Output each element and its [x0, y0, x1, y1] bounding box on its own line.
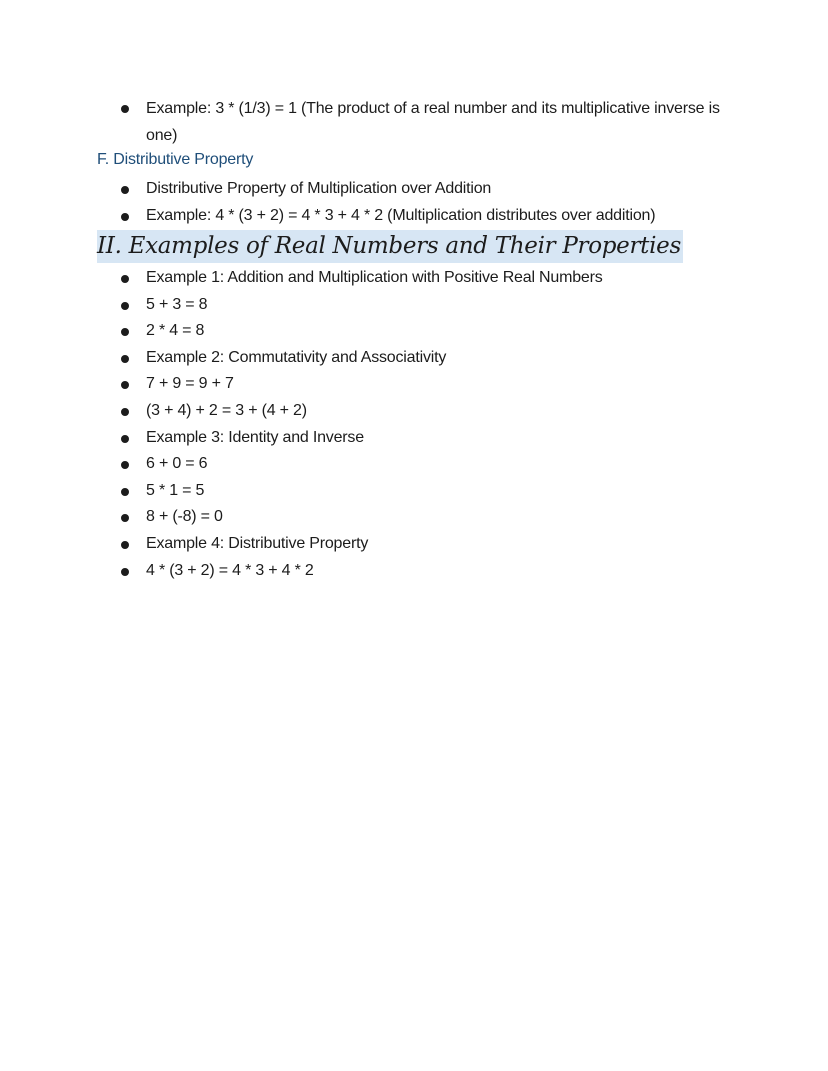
- bullet-dot: [121, 541, 129, 549]
- list-item-text: 5 + 3 = 8: [146, 295, 208, 313]
- section-f-title: F. Distributive Property: [97, 151, 254, 168]
- list-item: [0, 558, 828, 585]
- list-item-text: 2 * 4 = 8: [146, 322, 205, 340]
- list-item-text: 7 + 9 = 9 + 7: [146, 375, 234, 393]
- list-item-text: 6 + 0 = 6: [146, 455, 208, 473]
- list-item: [0, 95, 828, 149]
- bullet-dot: [121, 408, 129, 416]
- distributive-property-list: [0, 176, 828, 229]
- list-item: [0, 203, 828, 230]
- section-ii-heading: II. Examples of Real Numbers and Their Properties: [97, 230, 683, 263]
- list-item: [0, 425, 828, 452]
- list-item: [0, 504, 828, 531]
- list-item: [0, 176, 828, 203]
- bullet-dot: [121, 435, 129, 443]
- list-item: [0, 451, 828, 478]
- list-item-text: 4 * (3 + 2) = 4 * 3 + 4 * 2: [146, 561, 314, 579]
- bullet-dot: [121, 105, 129, 113]
- list-item-text: Example 1: Addition and Multiplication with Positive Real Numbers: [146, 269, 603, 286]
- list-item-text: Distributive Property of Multiplication over Addition: [146, 180, 492, 197]
- list-item-text: Example 3: Identity and Inverse: [146, 428, 364, 446]
- bullet-dot: [121, 355, 129, 363]
- list-item-text: Example 4: Distributive Property: [146, 534, 369, 552]
- list-item-text: Example: 4 * (3 + 2) = 4 * 3 + 4 * 2 (Multiplication distributes over addition): [146, 206, 656, 224]
- bullet-dot: [121, 488, 129, 496]
- bullet-dot: [121, 514, 129, 522]
- bullet-dot: [121, 568, 129, 576]
- bullet-dot: [121, 275, 129, 283]
- list-item: [0, 318, 828, 345]
- list-item: [0, 478, 828, 505]
- bullet-dot: [121, 461, 129, 469]
- list-item: [0, 265, 828, 292]
- list-item: [0, 345, 828, 372]
- list-item: [0, 531, 828, 558]
- list-item: [0, 292, 828, 319]
- list-item: [0, 398, 828, 425]
- bullet-dot: [121, 213, 129, 221]
- bullet-dot: [121, 302, 129, 310]
- examples-list: [0, 265, 828, 584]
- list-item-text: Example: 3 * (1/3) = 1 (The product of a real number and its multiplicative inverse is one): [146, 100, 720, 144]
- list-item-text: Example 2: Commutativity and Associativity: [146, 348, 447, 366]
- bullet-dot: [121, 328, 129, 336]
- list-item-text: 5 * 1 = 5: [146, 481, 205, 499]
- multiplicative-inverse-example-list: [0, 95, 828, 149]
- list-item: [0, 371, 828, 398]
- bullet-dot: [121, 381, 129, 389]
- list-item-text: 8 + (-8) = 0: [146, 508, 223, 526]
- list-item-text: (3 + 4) + 2 = 3 + (4 + 2): [146, 401, 307, 419]
- bullet-dot: [121, 186, 129, 194]
